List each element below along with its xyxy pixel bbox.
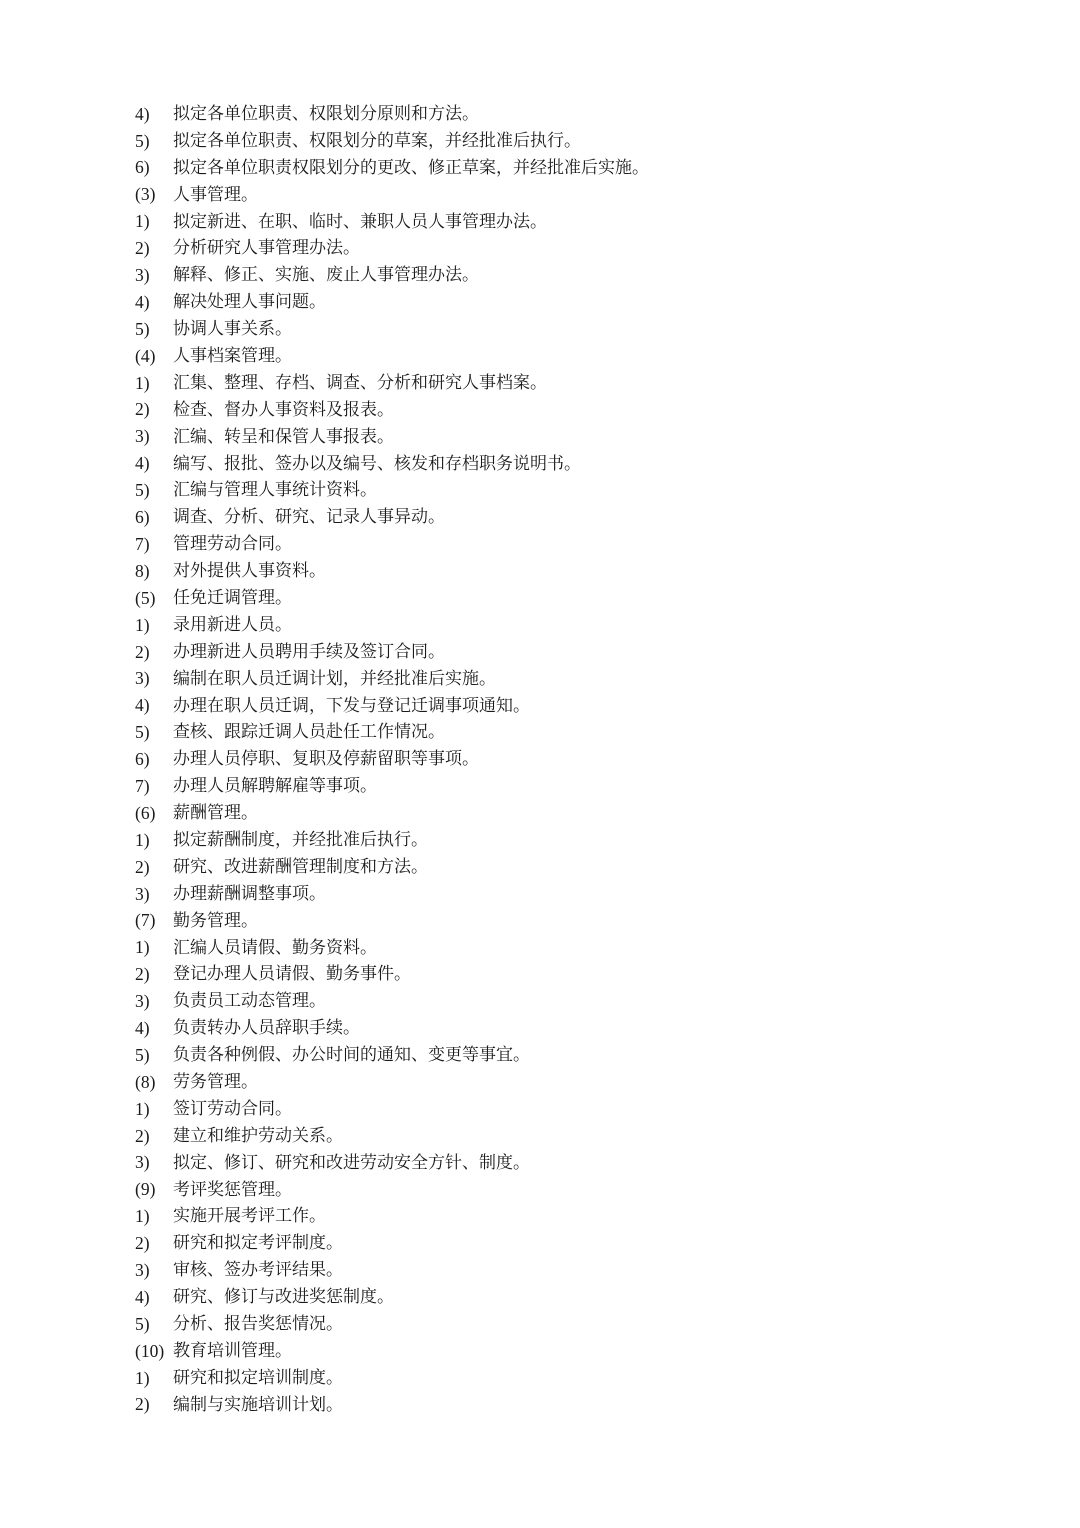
- item-number: 7): [135, 775, 150, 796]
- item-text: 建立和维护劳动关系。: [173, 1125, 343, 1146]
- item-number: 1): [135, 829, 150, 850]
- list-item: [135, 558, 1015, 585]
- item-text: 协调人事关系。: [173, 319, 292, 340]
- list-item: [135, 155, 1015, 182]
- item-number: 3): [135, 1152, 150, 1173]
- item-number: 3): [135, 668, 150, 689]
- item-text: 检查、督办人事资料及报表。: [173, 399, 394, 420]
- item-text: 汇编与管理人事统计资料。: [173, 480, 377, 501]
- list-item: [135, 1284, 1015, 1311]
- item-text: 汇编、转呈和保管人事报表。: [173, 426, 394, 447]
- item-number: 3): [135, 1259, 150, 1280]
- list-item: [135, 397, 1015, 424]
- item-number: 4): [135, 453, 150, 474]
- list-item: [135, 451, 1015, 478]
- list-item: [135, 209, 1015, 236]
- item-number: (7): [135, 910, 156, 931]
- list-item: [135, 531, 1015, 558]
- item-number: 2): [135, 964, 150, 985]
- section-heading: [135, 585, 1015, 612]
- list-item: [135, 666, 1015, 693]
- item-text: 研究、改进薪酬管理制度和方法。: [173, 856, 428, 877]
- item-text: 编制与实施培训计划。: [173, 1394, 343, 1415]
- item-text: 管理劳动合同。: [173, 534, 292, 555]
- item-text: 负责转办人员辞职手续。: [173, 1018, 360, 1039]
- item-number: 1): [135, 1367, 150, 1388]
- list-item: [135, 1204, 1015, 1231]
- list-item: [135, 773, 1015, 800]
- item-number: (9): [135, 1179, 156, 1200]
- item-text: 拟定各单位职责、权限划分原则和方法。: [173, 103, 479, 124]
- section-heading: [135, 1177, 1015, 1204]
- item-number: 4): [135, 291, 150, 312]
- item-number: 2): [135, 1125, 150, 1146]
- item-text: 签订劳动合同。: [173, 1098, 292, 1119]
- item-text: 办理人员停职、复职及停薪留职等事项。: [173, 749, 479, 770]
- item-text: 汇集、整理、存档、调查、分析和研究人事档案。: [173, 372, 547, 393]
- item-number: 3): [135, 883, 150, 904]
- item-text: 办理人员解聘解雇等事项。: [173, 776, 377, 797]
- item-text: 拟定各单位职责权限划分的更改、修正草案，并经批准后实施。: [173, 157, 649, 178]
- item-text: 分析研究人事管理办法。: [173, 238, 360, 259]
- item-text: 拟定新进、在职、临时、兼职人员人事管理办法。: [173, 211, 547, 232]
- list-item: [135, 988, 1015, 1015]
- item-text: 查核、跟踪迁调人员赴任工作情况。: [173, 722, 445, 743]
- item-text: 人事档案管理。: [173, 345, 292, 366]
- list-item: [135, 1392, 1015, 1419]
- item-text: 研究、修订与改进奖惩制度。: [173, 1287, 394, 1308]
- list-item: [135, 370, 1015, 397]
- item-number: (10): [135, 1340, 165, 1361]
- item-number: 5): [135, 1313, 150, 1334]
- list-item: [135, 289, 1015, 316]
- item-text: 录用新进人员。: [173, 614, 292, 635]
- item-text: 勤务管理。: [173, 910, 258, 931]
- item-number: 1): [135, 372, 150, 393]
- item-number: (5): [135, 587, 156, 608]
- item-text: 编制在职人员迁调计划，并经批准后实施。: [173, 668, 496, 689]
- section-heading: [135, 182, 1015, 209]
- item-number: 4): [135, 103, 150, 124]
- item-number: (3): [135, 184, 156, 205]
- item-text: 办理在职人员迁调，下发与登记迁调事项通知。: [173, 695, 530, 716]
- item-number: 1): [135, 614, 150, 635]
- item-text: 解决处理人事问题。: [173, 292, 326, 313]
- list-item: [135, 1042, 1015, 1069]
- item-text: 考评奖惩管理。: [173, 1179, 292, 1200]
- item-number: 5): [135, 1044, 150, 1065]
- item-text: 拟定各单位职责、权限划分的草案，并经批准后执行。: [173, 130, 581, 151]
- item-text: 登记办理人员请假、勤务事件。: [173, 964, 411, 985]
- item-text: 分析、报告奖惩情况。: [173, 1314, 343, 1335]
- item-number: 3): [135, 265, 150, 286]
- list-item: [135, 1150, 1015, 1177]
- item-text: 审核、签办考评结果。: [173, 1260, 343, 1281]
- section-heading: [135, 1069, 1015, 1096]
- item-number: 1): [135, 937, 150, 958]
- item-number: 2): [135, 1394, 150, 1415]
- item-number: 1): [135, 1206, 150, 1227]
- item-number: 1): [135, 1098, 150, 1119]
- list-item: [135, 962, 1015, 989]
- list-item: [135, 424, 1015, 451]
- item-text: 实施开展考评工作。: [173, 1206, 326, 1227]
- item-number: 7): [135, 533, 150, 554]
- list-item: [135, 935, 1015, 962]
- list-item: [135, 1311, 1015, 1338]
- item-text: 薪酬管理。: [173, 803, 258, 824]
- list-item: [135, 1123, 1015, 1150]
- item-number: 5): [135, 130, 150, 151]
- item-number: 2): [135, 856, 150, 877]
- item-number: 2): [135, 399, 150, 420]
- item-text: 办理薪酬调整事项。: [173, 883, 326, 904]
- item-number: 8): [135, 560, 150, 581]
- item-number: 2): [135, 1233, 150, 1254]
- item-text: 人事管理。: [173, 184, 258, 205]
- list-item: [135, 881, 1015, 908]
- item-text: 办理新进人员聘用手续及签订合同。: [173, 641, 445, 662]
- item-text: 对外提供人事资料。: [173, 561, 326, 582]
- list-item: [135, 316, 1015, 343]
- item-text: 拟定、修订、研究和改进劳动安全方针、制度。: [173, 1152, 530, 1173]
- item-text: 任免迁调管理。: [173, 587, 292, 608]
- item-text: 解释、修正、实施、废止人事管理办法。: [173, 265, 479, 286]
- section-heading: [135, 908, 1015, 935]
- item-text: 研究和拟定培训制度。: [173, 1367, 343, 1388]
- section-heading: [135, 800, 1015, 827]
- item-number: 5): [135, 480, 150, 501]
- list-item: [135, 854, 1015, 881]
- item-text: 负责各种例假、办公时间的通知、变更等事宜。: [173, 1045, 530, 1066]
- list-item: [135, 746, 1015, 773]
- list-item: [135, 639, 1015, 666]
- item-text: 调查、分析、研究、记录人事异动。: [173, 507, 445, 528]
- list-item: [135, 693, 1015, 720]
- item-text: 研究和拟定考评制度。: [173, 1233, 343, 1254]
- item-number: (4): [135, 345, 156, 366]
- list-item: [135, 504, 1015, 531]
- item-number: 4): [135, 1017, 150, 1038]
- item-number: 2): [135, 641, 150, 662]
- item-number: 1): [135, 211, 150, 232]
- item-number: 5): [135, 722, 150, 743]
- list-item: [135, 1015, 1015, 1042]
- item-number: 6): [135, 507, 150, 528]
- item-number: (6): [135, 802, 156, 823]
- list-item: [135, 235, 1015, 262]
- list-item: [135, 1257, 1015, 1284]
- item-number: 6): [135, 157, 150, 178]
- section-heading: [135, 1338, 1015, 1365]
- item-number: 3): [135, 426, 150, 447]
- item-text: 编写、报批、签办以及编号、核发和存档职务说明书。: [173, 453, 581, 474]
- list-item: [135, 719, 1015, 746]
- list-item: [135, 101, 1015, 128]
- list-item: [135, 262, 1015, 289]
- item-text: 汇编人员请假、勤务资料。: [173, 937, 377, 958]
- item-text: 劳务管理。: [173, 1072, 258, 1092]
- item-number: 2): [135, 238, 150, 259]
- list-item: [135, 477, 1015, 504]
- list-item: [135, 827, 1015, 854]
- item-number: 4): [135, 1286, 150, 1307]
- item-number: (8): [135, 1071, 156, 1092]
- list-item: [135, 612, 1015, 639]
- item-text: 教育培训管理。: [173, 1340, 292, 1361]
- item-text: 拟定薪酬制度，并经批准后执行。: [173, 829, 428, 850]
- list-item: [135, 1096, 1015, 1123]
- item-number: 4): [135, 695, 150, 716]
- item-number: 3): [135, 991, 150, 1012]
- item-number: 5): [135, 318, 150, 339]
- list-item: [135, 1365, 1015, 1392]
- item-number: 6): [135, 749, 150, 770]
- section-heading: [135, 343, 1015, 370]
- list-item: [135, 128, 1015, 155]
- list-item: [135, 1230, 1015, 1257]
- document-body: [135, 101, 1015, 1419]
- item-text: 负责员工动态管理。: [173, 991, 326, 1012]
